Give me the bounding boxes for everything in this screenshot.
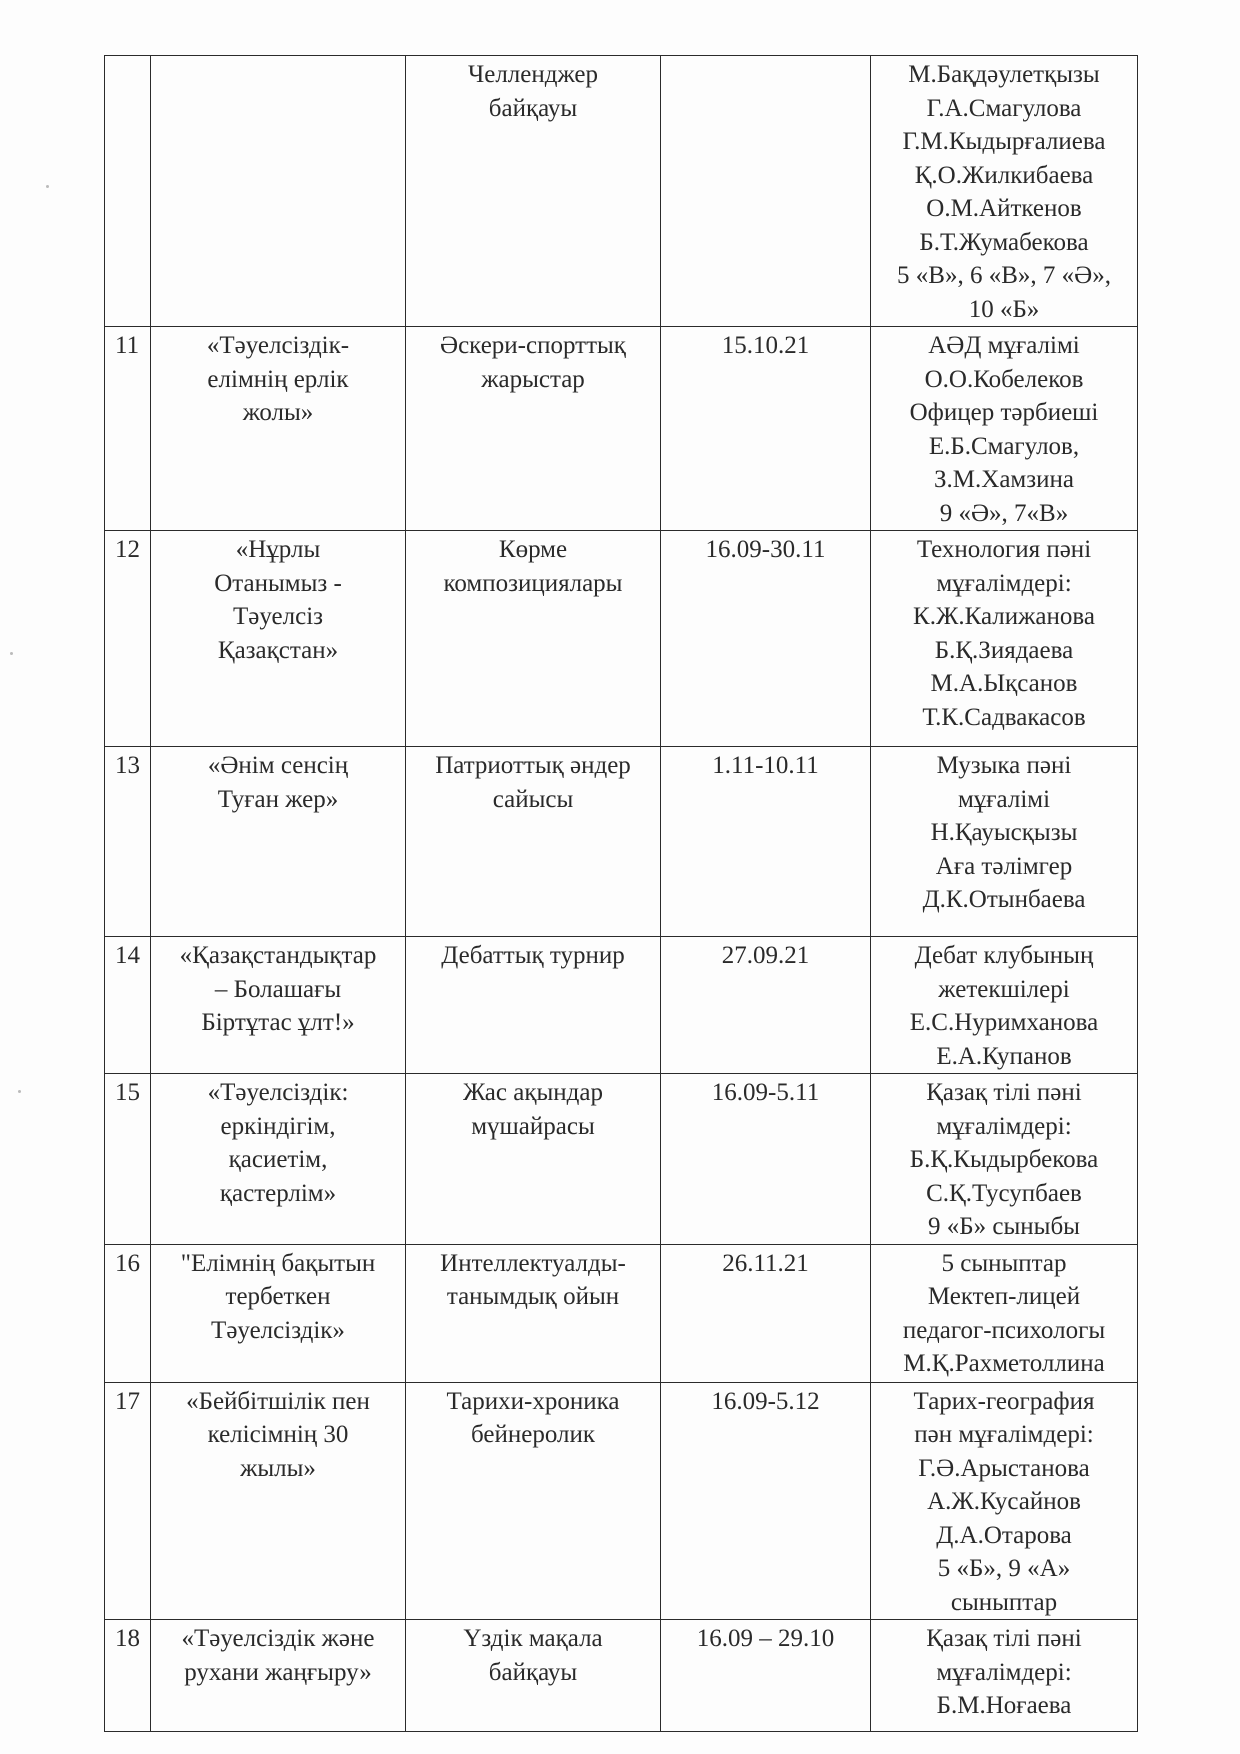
responsible-line: 10 «Б» <box>968 295 1040 323</box>
event-form <box>406 1382 661 1620</box>
event-title <box>151 747 406 937</box>
responsible-line: мұғалімдері: <box>936 1112 1072 1140</box>
event-date: 16.09-30.11 <box>661 531 871 747</box>
responsible-line: Мектеп-лицей <box>927 1283 1081 1310</box>
responsible-line: Е.Б.Смагулов, <box>928 432 1080 460</box>
event-title-line: келісімнің 30 <box>207 1421 349 1448</box>
event-title-line: Қазақстан» <box>217 636 339 664</box>
responsible-line: О.М.Айткенов <box>926 195 1082 222</box>
responsible-line: 9 «Ә», 7«В» <box>939 499 1069 527</box>
row-number: 14 <box>105 937 151 1074</box>
responsible-line: Е.А.Купанов <box>936 1042 1072 1070</box>
event-title <box>151 1074 406 1245</box>
event-form-line: Патриоттық әндер <box>435 752 631 779</box>
event-date <box>661 56 871 327</box>
table-row <box>105 747 1138 937</box>
event-title <box>151 1620 406 1732</box>
responsible-line: Б.Қ.Кыдырбекова <box>909 1146 1099 1173</box>
event-form-line: Тарихи-хроника <box>446 1387 620 1415</box>
event-title-line: «Бейбітшілік пен <box>186 1387 370 1415</box>
table-body <box>105 56 1138 1732</box>
responsible-line: Б.Қ.Зиядаева <box>934 636 1074 664</box>
responsible <box>871 531 1138 747</box>
responsible-line: Технология пәні <box>916 536 1092 563</box>
responsible-line: Аға тәлімгер <box>935 852 1073 880</box>
event-title-line: «Тәуелсіздік және <box>181 1625 375 1652</box>
event-title-line: жылы» <box>240 1454 316 1482</box>
responsible <box>871 747 1138 937</box>
event-title-line: қасиетім, <box>228 1146 328 1173</box>
responsible-line: Г.Ә.Арыстанова <box>918 1454 1090 1482</box>
event-form <box>406 747 661 937</box>
responsible-line: Т.К.Садвакасов <box>922 703 1086 731</box>
event-title <box>151 56 406 327</box>
event-form <box>406 937 661 1074</box>
responsible-line: М.Қ.Рахметоллина <box>903 1350 1105 1377</box>
scan-speck <box>46 185 49 188</box>
row-number: 11 <box>105 327 151 531</box>
event-title-line: Тәуелсіз <box>232 603 324 630</box>
responsible-line: Тарих-география <box>913 1387 1095 1415</box>
event-date: 1.11-10.11 <box>661 747 871 937</box>
responsible-line: М.Бақдәулетқызы <box>908 61 1100 88</box>
responsible-line: Қазақ тілі пәні <box>926 1079 1082 1106</box>
event-title-line: «Қазақстандықтар <box>179 942 377 969</box>
responsible-line: мұғалімі <box>957 785 1051 813</box>
event-form-line: сайысы <box>492 785 574 813</box>
event-form-line: Көрме <box>498 536 568 563</box>
event-form <box>406 327 661 531</box>
responsible-line: жетекшілері <box>938 975 1070 1003</box>
event-form-line: танымдық ойын <box>446 1283 620 1310</box>
event-date: 27.09.21 <box>661 937 871 1074</box>
event-title-line: Біртұтас ұлт!» <box>201 1009 355 1036</box>
table-row <box>105 327 1138 531</box>
row-number: 15 <box>105 1074 151 1245</box>
responsible-line: пән мұғалімдері: <box>914 1421 1094 1448</box>
event-title-line: «Тәуелсіздік- <box>206 332 350 359</box>
event-title-line: Отанымыз - <box>214 569 342 597</box>
row-number: 16 <box>105 1244 151 1382</box>
responsible <box>871 1244 1138 1382</box>
responsible-line: Д.К.Отынбаева <box>922 886 1086 913</box>
responsible-line: З.М.Хамзина <box>934 466 1074 493</box>
responsible <box>871 56 1138 327</box>
responsible-line: Қазақ тілі пәні <box>926 1625 1082 1652</box>
row-number: 17 <box>105 1382 151 1620</box>
responsible <box>871 1382 1138 1620</box>
event-date: 26.11.21 <box>661 1244 871 1382</box>
responsible <box>871 1074 1138 1245</box>
scan-speck <box>10 652 13 655</box>
event-title <box>151 1244 406 1382</box>
responsible-line: А.Ж.Кусайнов <box>927 1488 1081 1515</box>
event-title-line: елімнің ерлік <box>207 365 349 393</box>
table-row <box>105 1382 1138 1620</box>
responsible-line: мұғалімдері: <box>936 569 1072 597</box>
responsible <box>871 327 1138 531</box>
event-form <box>406 56 661 327</box>
responsible-line: АӘД мұғалімі <box>928 332 1080 359</box>
responsible-line: 5 «Б», 9 «А» <box>937 1555 1071 1582</box>
event-date: 16.09-5.12 <box>661 1382 871 1620</box>
responsible-line: Г.М.Кыдырғалиева <box>902 128 1106 155</box>
responsible <box>871 937 1138 1074</box>
table-row <box>105 1074 1138 1245</box>
event-form-line: бейнеролик <box>470 1421 595 1448</box>
responsible-line: 5 сыныптар <box>941 1249 1067 1277</box>
event-form-line: Интеллектуалды- <box>440 1249 626 1277</box>
responsible-line: К.Ж.Калижанова <box>913 603 1095 630</box>
events-plan-table <box>104 55 1138 1732</box>
event-form <box>406 1620 661 1732</box>
table-row <box>105 56 1138 327</box>
responsible-line: Музыка пәні <box>936 752 1072 779</box>
row-number: 12 <box>105 531 151 747</box>
row-number <box>105 56 151 327</box>
responsible-line: Дебат клубының <box>914 942 1094 969</box>
event-title <box>151 1382 406 1620</box>
event-form-line: Үздік мақала <box>463 1625 603 1652</box>
event-form <box>406 1244 661 1382</box>
responsible-line: Б.Т.Жумабекова <box>919 228 1089 256</box>
event-title-line: Туған жер» <box>217 785 339 813</box>
event-title-line: «Нұрлы <box>235 536 321 563</box>
event-title <box>151 327 406 531</box>
scan-speck <box>18 1090 21 1093</box>
event-title-line: «Әнім сенсің <box>207 752 349 779</box>
table-row <box>105 1620 1138 1732</box>
event-date: 16.09-5.11 <box>661 1074 871 1245</box>
event-title <box>151 531 406 747</box>
responsible-line: 5 «В», 6 «В», 7 «Ә», <box>897 262 1111 289</box>
responsible-line: М.А.Ықсанов <box>930 670 1078 697</box>
responsible-line: Б.М.Ноғаева <box>936 1692 1072 1719</box>
event-form-line: байқауы <box>488 1658 578 1686</box>
event-title-line: – Болашағы <box>214 975 342 1003</box>
responsible-line: Қ.О.Жилкибаева <box>914 161 1094 189</box>
table-row <box>105 937 1138 1074</box>
responsible <box>871 1620 1138 1732</box>
event-title-line: қастерлім» <box>219 1179 337 1207</box>
event-form-line: мүшайрасы <box>471 1112 595 1140</box>
responsible-line: Офицер тәрбиеші <box>909 399 1099 426</box>
event-title-line: еркіндігім, <box>220 1112 336 1140</box>
event-title-line: жолы» <box>242 399 314 426</box>
responsible-line: С.Қ.Тусупбаев <box>926 1179 1082 1207</box>
event-title-line: «Тәуелсіздік: <box>207 1079 349 1106</box>
event-form <box>406 531 661 747</box>
table-row <box>105 1244 1138 1382</box>
responsible-line: педагог-психологы <box>902 1316 1106 1344</box>
event-form-line: жарыстар <box>481 365 585 393</box>
event-title-line: Тәуелсіздік» <box>211 1316 345 1344</box>
event-form-line: Әскери-спорттық <box>440 332 626 359</box>
row-number: 18 <box>105 1620 151 1732</box>
event-form-line: байқауы <box>488 94 578 122</box>
event-form-line: Дебаттық турнир <box>441 942 625 969</box>
responsible-line: 9 «Б» сыныбы <box>928 1213 1080 1240</box>
event-title-line: тербеткен <box>225 1283 331 1310</box>
event-date: 16.09 – 29.10 <box>661 1620 871 1732</box>
row-number: 13 <box>105 747 151 937</box>
event-title-line: "Елімнің бақытын <box>180 1249 376 1277</box>
responsible-line: Д.А.Отарова <box>936 1521 1072 1549</box>
event-title-line: рухани жаңғыру» <box>184 1658 372 1686</box>
responsible-line: О.О.Кобелеков <box>924 365 1084 393</box>
event-form-line: композициялары <box>443 569 623 597</box>
event-form <box>406 1074 661 1245</box>
table-row <box>105 531 1138 747</box>
responsible-line: Г.А.Смагулова <box>926 94 1082 122</box>
event-form-line: Жас ақындар <box>463 1079 603 1106</box>
responsible-line: мұғалімдері: <box>936 1658 1072 1686</box>
event-date: 15.10.21 <box>661 327 871 531</box>
responsible-line: сыныптар <box>950 1588 1058 1616</box>
event-title <box>151 937 406 1074</box>
event-form-line: Челленджер <box>467 61 599 88</box>
responsible-line: Е.С.Нуримханова <box>909 1009 1099 1036</box>
responsible-line: Н.Қауысқызы <box>930 819 1078 846</box>
